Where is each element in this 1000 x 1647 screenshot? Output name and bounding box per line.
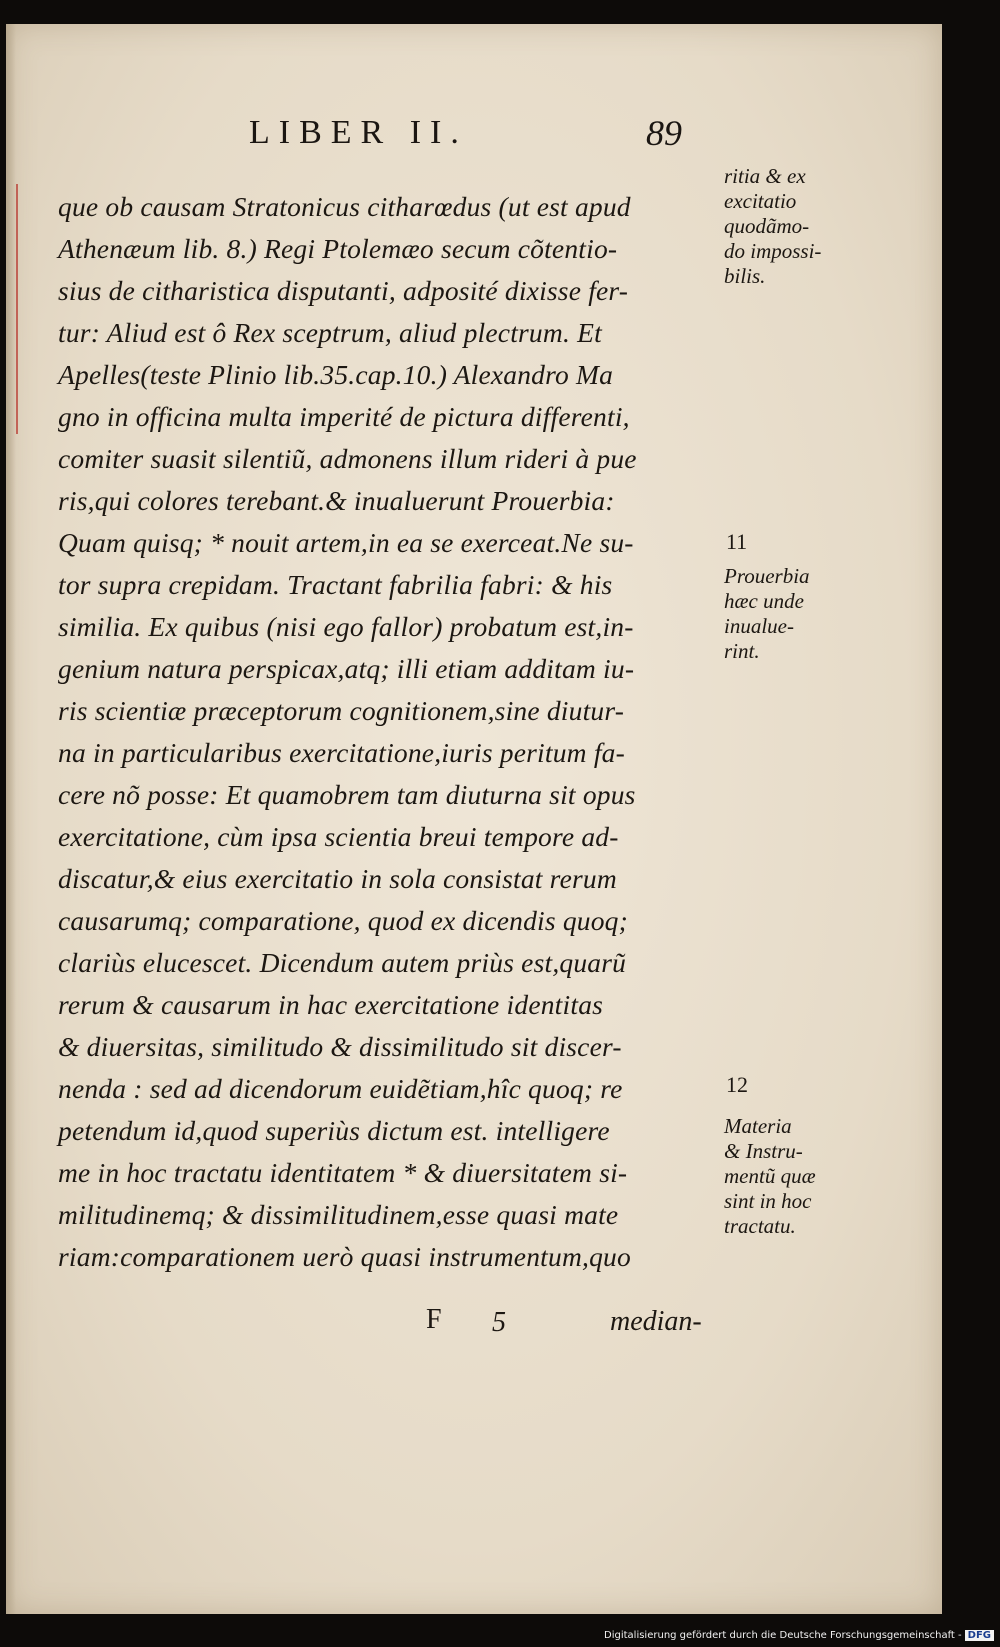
margin-note-3 <box>724 1114 889 1239</box>
margin-note-line: tractatu. <box>724 1214 796 1238</box>
book-page <box>6 24 942 1614</box>
margin-note-line: rint. <box>724 639 760 663</box>
text-line: na in particularibus exercitatione,iuris peritum fa- <box>58 737 625 768</box>
text-line: & diuersitas, similitudo & dissimilitudo sit discer- <box>58 1031 622 1062</box>
margin-note-number-12: 12 <box>726 1072 748 1097</box>
text-line: gno in officina multa imperité de pictura differenti, <box>58 401 630 432</box>
main-text-block <box>58 186 718 1278</box>
red-edge-mark <box>16 184 18 434</box>
text-line: tur: Aliud est ô Rex sceptrum, aliud plectrum. Et <box>58 317 602 348</box>
margin-note-line: & Instru- <box>724 1139 803 1163</box>
signature-number: 5 <box>492 1307 506 1338</box>
digitization-credit <box>604 1630 994 1641</box>
margin-note-line: ritia & ex <box>724 164 806 188</box>
margin-note-1 <box>724 164 889 289</box>
page-number: 89 <box>646 113 682 153</box>
margin-note-line: hæc unde <box>724 589 804 613</box>
dfg-logo: DFG <box>965 1630 994 1641</box>
text-line: clariùs elucescet. Dicendum autem priùs est,quarũ <box>58 947 627 978</box>
text-line: que ob causam Stratonicus citharœdus (ut est apud <box>58 191 631 222</box>
text-line: nenda : sed ad dicendorum euidẽtiam,hîc quoq; re <box>58 1073 623 1104</box>
margin-note-2 <box>724 564 889 664</box>
text-line: exercitatione, cùm ipsa scientia breui tempore ad- <box>58 821 619 852</box>
text-line: me in hoc tractatu identitatem * & diuersitatem si- <box>58 1157 628 1188</box>
text-line: sius de citharistica disputanti, adposité dixisse fer- <box>58 275 629 306</box>
text-line: tor supra crepidam. Tractant fabrilia fabri: & his <box>58 569 613 600</box>
text-line: rerum & causarum in hac exercitatione identitas <box>58 989 604 1020</box>
margin-note-line: do impossi- <box>724 239 822 263</box>
text-line: ris scientiæ præceptorum cognitionem,sine diutur- <box>58 695 625 726</box>
credit-text: Digitalisierung gefördert durch die Deutsche Forschungsgemeinschaft - <box>604 1630 962 1641</box>
margin-note-number-11: 11 <box>726 529 748 554</box>
text-line: genium natura perspicax,atq; illi etiam additam iu- <box>58 653 635 684</box>
signature-mark: F <box>426 1304 442 1335</box>
margin-note-line: sint in hoc <box>724 1189 812 1213</box>
margin-note-line: quodãmo- <box>724 214 810 238</box>
margin-note-line: Materia <box>724 1114 792 1138</box>
catchword: median- <box>610 1306 702 1337</box>
running-head: LIBER II. <box>249 114 468 151</box>
page-gutter-shadow <box>6 24 16 1614</box>
text-line: similia. Ex quibus (nisi ego fallor) probatum est,in- <box>58 611 634 642</box>
margin-note-line: Prouerbia <box>724 564 810 588</box>
text-line: ris,qui colores terebant.& inualuerunt Prouerbia: <box>58 485 615 516</box>
text-line: Athenæum lib. 8.) Regi Ptolemæo secum cõtentio- <box>58 233 618 264</box>
text-line: comiter suasit silentiũ, admonens illum rideri à pue <box>58 443 637 474</box>
text-line: Apelles(teste Plinio lib.35.cap.10.) Alexandro Ma <box>58 359 614 390</box>
margin-note-line: mentũ quæ <box>724 1164 816 1188</box>
text-line: petendum id,quod superiùs dictum est. intelligere <box>58 1115 610 1146</box>
text-line: causarumq; comparatione, quod ex dicendis quoq; <box>58 905 628 936</box>
text-line: militudinemq; & dissimilitudinem,esse quasi mate <box>58 1199 619 1230</box>
text-line: Quam quisq; * nouit artem,in ea se exerceat.Ne su- <box>58 527 634 558</box>
text-line: riam:comparationem uerò quasi instrumentum,quo <box>58 1241 631 1272</box>
text-line: cere nõ posse: Et quamobrem tam diuturna sit opus <box>58 779 636 810</box>
margin-note-line: bilis. <box>724 264 766 288</box>
margin-note-line: excitatio <box>724 189 797 213</box>
text-line: discatur,& eius exercitatio in sola consistat rerum <box>58 863 617 894</box>
margin-note-line: inualue- <box>724 614 794 638</box>
